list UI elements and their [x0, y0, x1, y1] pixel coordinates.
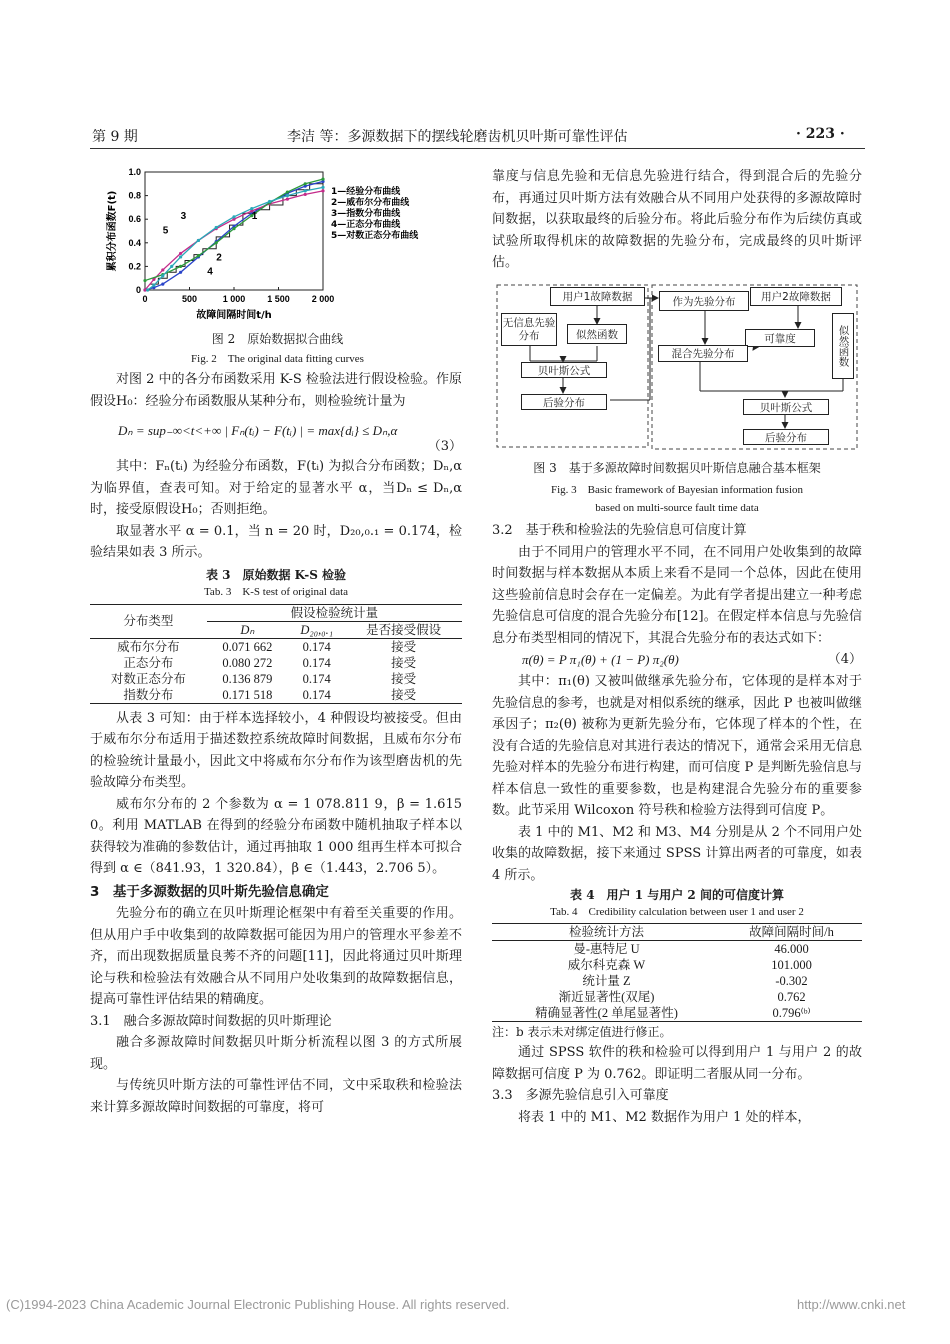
bayes-formula-box: 贝叶斯公式	[521, 362, 607, 378]
table-row	[90, 655, 462, 671]
header-rule	[90, 148, 865, 149]
table-3-header-accept: 是否接受假设	[366, 622, 442, 637]
x-tick-label: 2 000	[311, 294, 335, 304]
series-point	[161, 268, 164, 271]
table-row	[90, 671, 462, 687]
cell: 接受	[391, 687, 417, 702]
series-point	[304, 189, 307, 192]
paragraph: 将表 1 中的 M1、M2 数据作为用户 1 处的样本，	[518, 1109, 811, 1125]
x-tick-label: 0	[142, 294, 148, 304]
cell: 0.171 518	[222, 687, 273, 702]
equation-3	[90, 412, 462, 456]
table-4-header-value: 故障间隔时间/h	[749, 925, 834, 939]
running-title: 李洁 等：多源数据下的摆线轮磨齿机贝叶斯可靠性评估	[287, 129, 628, 145]
cell: 接受	[391, 655, 417, 670]
cell: 0.071 662	[222, 639, 273, 654]
paragraph: 通过 SPSS 软件的秩和检验可以得到用户 1 与用户 2 的故障数据可信度 P 为 0.762。即证明二者服从同一分布。	[492, 1045, 862, 1082]
likelihood-box: 似然函数	[567, 324, 627, 344]
table-4-header-method: 检验统计方法	[569, 925, 645, 939]
figure-3-caption-zh: 图 3 基于多源故障时间数据贝叶斯信息融合基本框架	[533, 461, 821, 475]
paragraph: 威布尔分布的 2 个参数为 α = 1 078.811 9，β = 1.615 0。利用 MATLAB 在得到的经验分布函数中随机抽取子样本以获得较为准确的参数估计，通过再抽取 1 000 组再生样本可拟合得到 α ∈（841.93，1 320.84），β ∈（1.443，2.706 5）。	[90, 796, 462, 876]
table-3	[90, 604, 462, 704]
series-point	[304, 193, 307, 196]
paragraph: 取显著水平 α = 0.1，当 n = 20 时，D₂₀,₀.₁ = 0.174，检验结果如表 3 所示。	[90, 523, 462, 560]
y-axis-label: 累积分布函数F(t)	[107, 190, 118, 272]
series-point	[232, 215, 235, 218]
series-point	[304, 182, 307, 185]
series-point	[179, 255, 182, 258]
paragraph: 靠度与信息先验和无信息先验进行结合，得到混合后的先验分布，再通过贝叶斯方法有效融合从不同用户处获得的多源故障时间数据，以获取最终的后验分布。将此后验分布作为后续仿真或试验所取得机床的故障数据的先验分布，完成最终的贝叶斯评估。	[492, 169, 862, 270]
figure-3	[495, 283, 860, 453]
series-point	[179, 271, 182, 274]
figure-2	[95, 162, 470, 332]
series-point	[286, 194, 289, 197]
equation-3-number: （3）	[427, 439, 462, 454]
series-point	[321, 189, 324, 192]
figure-3-caption-en-2: based on multi-source fault time data	[595, 502, 759, 514]
cell: 0.762	[777, 990, 806, 1004]
legend-entry: 1—经验分布曲线	[331, 187, 401, 197]
figure-2-caption-en: Fig. 2 The original data fitting curves	[191, 353, 364, 365]
series-point	[286, 198, 289, 201]
series-point	[321, 186, 324, 189]
legend-entry: 4—正态分布曲线	[331, 220, 401, 230]
cell: 指数分布	[123, 687, 174, 702]
y-tick-label: 0.2	[128, 261, 141, 272]
cell: -0.302	[775, 974, 808, 988]
posterior-box: 后验分布	[521, 394, 607, 410]
likelihood2-box: 似然函数	[832, 313, 854, 379]
bayes-formula-box-2: 贝叶斯公式	[743, 399, 829, 415]
y-tick-label: 1.0	[128, 167, 141, 177]
x-tick-label: 500	[181, 294, 198, 304]
user2-data-box: 用户2故障数据	[750, 287, 842, 306]
left-column	[90, 369, 462, 1118]
cell: 接受	[391, 671, 417, 686]
cell: 曼-惠特尼 U	[573, 942, 640, 956]
series-point	[179, 265, 182, 268]
series-point	[143, 279, 146, 282]
x-tick-label: 1 000	[222, 294, 246, 304]
fitting-curves-chart	[95, 162, 470, 332]
cell: 0.174	[302, 671, 331, 686]
series-point	[197, 254, 200, 257]
legend-entry: 5—对数正态分布曲线	[331, 231, 419, 241]
table-3-header-group: 假设检验统计量	[207, 604, 462, 621]
cell: 0.174	[302, 655, 331, 670]
cell: 统计量 Z	[582, 974, 631, 988]
paragraph: 表 1 中的 M1、M2 和 M3、M4 分别是从 2 个不同用户处收集的故障数据，接下来通过 SPSS 计算出两者的可靠度，如表 4 所示。	[492, 824, 862, 883]
curve-number-label: 2	[216, 252, 222, 264]
series-line	[148, 187, 323, 290]
x-tick-label: 1 500	[267, 294, 290, 304]
paragraph: 其中：π₁(θ) 又被叫做继承先验分布，它体现的是样本对于先验信息的参考，也就是对相似系统的继承，因此 P 也被叫做继承因子；π₂(θ) 被称为更新先验分布，它体现了样本的个性，在没有合适的先验信息对其进行表达的情况下，通常会采用无信息先验对样本的先验分布进行构建，而可信度 P 是判断先验信息与样本信息一致性的重要参数，也是构建混合先验分布的重要参数。此节采用 Wilcoxon 符号秩和检验方法得到可信度 P。	[492, 674, 862, 818]
curve-number-label: 3	[180, 211, 187, 223]
cell: 46.000	[774, 942, 809, 956]
cnki-link[interactable]: http://www.cnki.net	[797, 1297, 906, 1312]
paragraph: 从表 3 可知：由于样本选择较小，4 种假设均被接受。但由于威布尔分布适用于描述数控系统故障时间数据，且威布尔分布的检验统计量最小，因此文中将威布尔分布作为该型磨齿机的先验故障分布类型。	[90, 710, 462, 790]
cell: 接受	[391, 639, 417, 654]
section-3-2-heading: 3.2 基于秩和检验法的先验信息可信度计算	[492, 523, 747, 538]
right-column-body	[492, 520, 862, 1128]
section-3-1-heading: 3.1 融合多源故障时间数据的贝叶斯理论	[90, 1013, 332, 1029]
cell: 威尔科克森 W	[567, 958, 646, 972]
mixed-prior-box: 混合先验分布	[658, 345, 748, 362]
series-point	[321, 177, 324, 180]
series-point	[215, 241, 218, 244]
table-row	[90, 638, 462, 655]
table-row	[492, 973, 862, 989]
series-point	[152, 284, 155, 287]
series-point	[286, 190, 289, 193]
table-row	[492, 957, 862, 973]
page-number: · 223 ·	[796, 126, 845, 142]
cell: 0.080 272	[222, 655, 273, 670]
cell: 101.000	[771, 958, 812, 972]
cell: 0.174	[302, 639, 331, 654]
right-column-top	[492, 166, 862, 274]
table-3-caption-zh: 表 3 原始数据 K-S 检验	[205, 567, 347, 582]
table-row	[492, 1005, 862, 1022]
y-tick-label: 0.4	[128, 237, 141, 248]
paragraph: 由于不同用户的管理水平不同，在不同用户处收集到的故障时间数据与样本数据从本质上来看不是同一个总体，因此在使用这些验前信息时会存在一定偏差。为此有学者提出建立一种考虑先验信息可信度的混合先验分布[12]。在假定样本信息与先验信息分布类型相同的情况下，其混合先验分布的表达式如下：	[492, 544, 862, 646]
table-4	[492, 923, 862, 1022]
table-row	[492, 989, 862, 1005]
curve-number-label: 4	[207, 266, 213, 278]
curve-number-label: 5	[162, 225, 169, 237]
series-point	[179, 252, 182, 255]
equation-4	[492, 649, 862, 671]
as-prior-box: 作为先验分布	[659, 291, 749, 311]
reliability-box: 可靠度	[745, 329, 815, 347]
cell: 0.136 879	[222, 671, 273, 686]
figure-3-caption-en: Fig. 3 Basic framework of Bayesian information fusion	[550, 484, 804, 496]
series-point	[268, 200, 271, 203]
user1-data-box: 用户1故障数据	[550, 287, 645, 306]
curve-number-label: 1	[251, 211, 258, 223]
table-4-caption-en: Tab. 4 Credibility calculation between user 1 and user 2	[550, 906, 804, 918]
table-4-caption-zh: 表 4 用户 1 与用户 2 间的可信度计算	[570, 888, 784, 902]
equation-4-body: π(θ) = P π₁(θ) + (1 − P) π₂(θ)	[522, 652, 679, 667]
y-tick-label: 0.6	[128, 214, 141, 225]
series-point	[232, 227, 235, 230]
series-line	[145, 191, 323, 290]
cell: 0.796⁽ᵇ⁾	[772, 1006, 811, 1020]
cell: 渐近显著性(双尾)	[558, 990, 655, 1004]
cell: 正态分布	[123, 655, 174, 670]
paragraph: 先验分布的确立在贝叶斯理论框架中有着至关重要的作用。但从用户手中收集到的故障数据可能因为用户的管理水平参差不齐，而出现数据质量良莠不齐的问题[11]，因此将通过贝叶斯理论与秩和检验法有效融合从不同用户处收集到的故障数据信息，提高可靠性评估结果的精确度。	[90, 906, 462, 1007]
table-3-caption-en: Tab. 3 K-S test of original data	[203, 585, 349, 598]
issue-number: 第 9 期	[92, 129, 138, 145]
table-3-header-type: 分布类型	[90, 604, 207, 638]
equation-3-body: Dₙ = sup₋∞<t<+∞ | Fₙ(tᵢ) − F(tᵢ) | = max{dᵢ} ≤ Dₙ,α	[118, 423, 398, 438]
legend-entry: 3—指数分布曲线	[331, 209, 401, 219]
table-3-header-dn: Dₙ	[240, 622, 255, 637]
paragraph: 与传统贝叶斯方法的可靠性评估不同，文中采取秩和检验法来计算多源故障时间数据的可靠度，将可	[90, 1078, 462, 1115]
series-line	[145, 181, 323, 290]
series-point	[197, 239, 200, 242]
posterior-box-2: 后验分布	[743, 429, 829, 445]
series-point	[146, 288, 149, 291]
table-row	[492, 941, 862, 958]
table-3-header-d20: D₂₀,₀.₁	[300, 622, 334, 637]
y-tick-label: 0.8	[128, 190, 141, 201]
x-axis-label: 故障间隔时间t/h	[196, 310, 272, 321]
paragraph: 其中：Fₙ(tᵢ) 为经验分布函数，F(tᵢ) 为拟合分布函数；Dₙ,α为临界值，查表可知。对于给定的显著水平 α，当Dₙ ≤ Dₙ,α时，接受原假设H₀；否则拒绝。	[90, 459, 462, 517]
series-point	[161, 283, 164, 286]
y-tick-label: 0	[135, 285, 141, 295]
cell: 对数正态分布	[110, 671, 186, 686]
paragraph: 融合多源故障时间数据贝叶斯分析流程以图 3 的方式所展现。	[90, 1035, 462, 1072]
noinfo-prior-box: 无信息先验分布	[501, 313, 557, 346]
table-row	[90, 687, 462, 704]
cell: 精确显著性(2 单尾显著性)	[535, 1006, 678, 1020]
series-point	[215, 226, 218, 229]
series-point	[250, 207, 253, 210]
legend-entry: 2—威布尔分布曲线	[331, 198, 410, 208]
copyright-notice: (C)1994-2023 China Academic Journal Electronic Publishing House. All rights reserved.	[6, 1297, 510, 1312]
figure-2-caption-zh: 图 2 原始数据拟合曲线	[211, 332, 344, 346]
series-point	[170, 265, 173, 268]
section-3-heading: 3 基于多源数据的贝叶斯先验信息确定	[90, 883, 329, 900]
table-4-note: 注：b 表示未对绑定值进行修正。	[492, 1025, 672, 1039]
equation-4-number: （4）	[827, 652, 862, 667]
paragraph: 对图 2 中的各分布函数采用 K-S 检验法进行假设检验。作原假设H₀：经验分布函数服从某种分布，则检验统计量为	[90, 372, 462, 409]
section-3-3-heading: 3.3 多源先验信息引入可靠度	[492, 1088, 669, 1103]
cell: 0.174	[302, 687, 331, 702]
cell: 威布尔分布	[117, 639, 180, 654]
series-point	[161, 274, 164, 277]
